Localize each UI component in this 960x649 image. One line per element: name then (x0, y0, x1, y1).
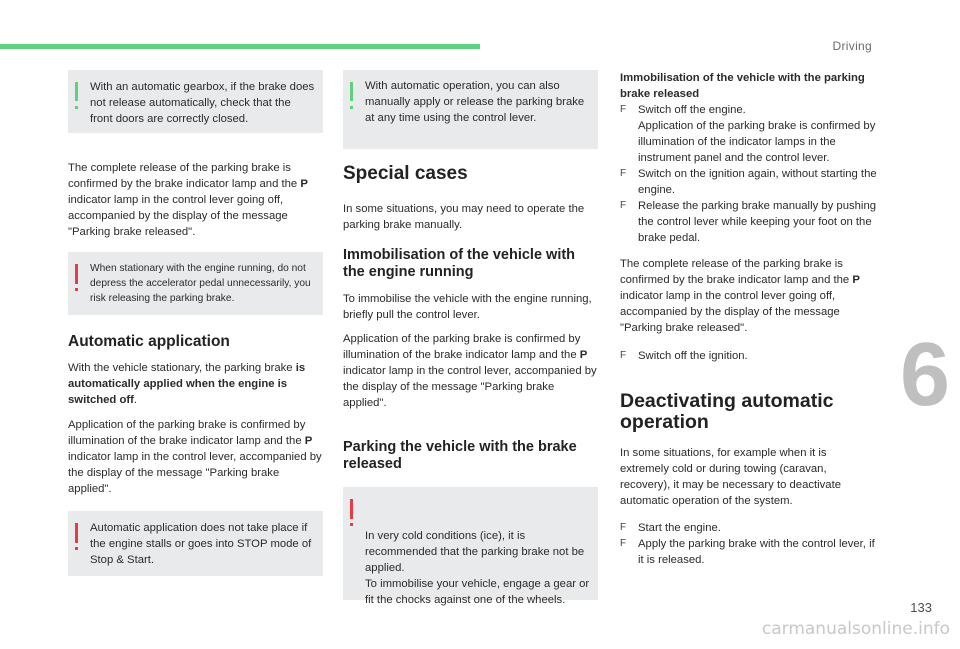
deactivating-heading: Deactivating automatic operation (620, 390, 834, 433)
step-list-1 (620, 102, 878, 246)
step-item: F Switch off the engine. Application of the parking brake is confirmed by illumination of the indicator lamps in the instrument panel and the control lever. (620, 102, 878, 166)
step-list-2 (620, 520, 878, 568)
deactivating-paragraph: In some situations, for example when it is extremely cold or during towing (caravan, recovery), it may be necessary to deactivate automatic operation of the system. (620, 447, 842, 507)
warning-box-text: In very cold conditions (ice), it is recommended that the parking brake not be applied. To immobilise your vehicle, engage a gear or fit the chocks against one of the wheels. (365, 530, 590, 606)
info-box-text: With automatic operation, you can also manually apply or release the parking brake at any time using the control lever. (365, 80, 585, 124)
step-item: F Release the parking brake manually by pushing the control lever while keeping your foot on the brake pedal. (620, 198, 878, 246)
warning-box-2 (68, 511, 323, 576)
warning-box (68, 252, 323, 315)
page-number: 133 (910, 600, 932, 615)
chapter-number: 6 (900, 325, 951, 425)
special-cases-heading: Special cases (343, 163, 468, 184)
warning-box-text: When stationary with the engine running, do not depress the accelerator pedal unnecessarily, you risk releasing the parking brake. (90, 263, 311, 304)
brake-released-heading: Parking the vehicle with the brake released (343, 439, 577, 472)
parking-brake-released-heading: Immobilisation of the vehicle with the parking brake released (620, 72, 865, 100)
step-list-ignition (620, 348, 878, 364)
warning-icon (75, 264, 78, 284)
column-1 (68, 70, 323, 576)
application-confirm-paragraph: Application of the parking brake is confirmed by illumination of the brake indicator lamp and the P indicator lamp in the control lever, accompanied by the display of the message "Parking brake applied". (68, 419, 322, 495)
warning-box (343, 487, 598, 606)
step-item: F Switch off the ignition. (620, 348, 878, 364)
column-3 (620, 70, 878, 568)
top-accent-bar (0, 44, 480, 49)
section-title: Driving (832, 39, 872, 53)
column-2 (343, 70, 598, 606)
step-item: F Start the engine. (620, 520, 878, 536)
info-icon (75, 82, 78, 101)
special-cases-intro: In some situations, you may need to operate the parking brake manually. (343, 203, 585, 231)
info-box (343, 70, 598, 149)
engine-running-paragraph: To immobilise the vehicle with the engine running, briefly pull the control lever. (343, 293, 592, 321)
engine-running-confirm: Application of the parking brake is confirmed by illumination of the brake indicator lamp and the P indicator lamp in the control lever, accompanied by the display of the message "Parking brake applied". (343, 333, 597, 409)
automatic-application-paragraph: With the vehicle stationary, the parking brake is automatically applied when the engine is switched off. (68, 362, 306, 406)
step-item: F Switch on the ignition again, without starting the engine. (620, 166, 878, 198)
warning-box-2-text: Automatic application does not take place if the engine stalls or goes into STOP mode of Stop & Start. (90, 522, 312, 566)
info-box-text: With an automatic gearbox, if the brake does not release automatically, check that the front doors are correctly closed. (90, 81, 315, 125)
watermark: carmanualsonline.info (761, 619, 950, 639)
warning-icon (75, 523, 78, 543)
engine-running-heading: Immobilisation of the vehicle with the engine running (343, 247, 576, 280)
complete-release-paragraph: The complete release of the parking brake is confirmed by the brake indicator lamp and the P indicator lamp in the control lever going off, accompanied by the display of the message "Parking brake released". (620, 258, 860, 334)
warning-icon (350, 499, 353, 519)
info-icon (350, 82, 353, 101)
release-paragraph: The complete release of the parking brake is confirmed by the brake indicator lamp and the P indicator lamp in the control lever going off, accompanied by the display of the message "Parking brake released". (68, 162, 308, 238)
automatic-application-heading: Automatic application (68, 333, 230, 350)
step-item: F Apply the parking brake with the control lever, if it is released. (620, 536, 878, 568)
info-box (68, 70, 323, 133)
